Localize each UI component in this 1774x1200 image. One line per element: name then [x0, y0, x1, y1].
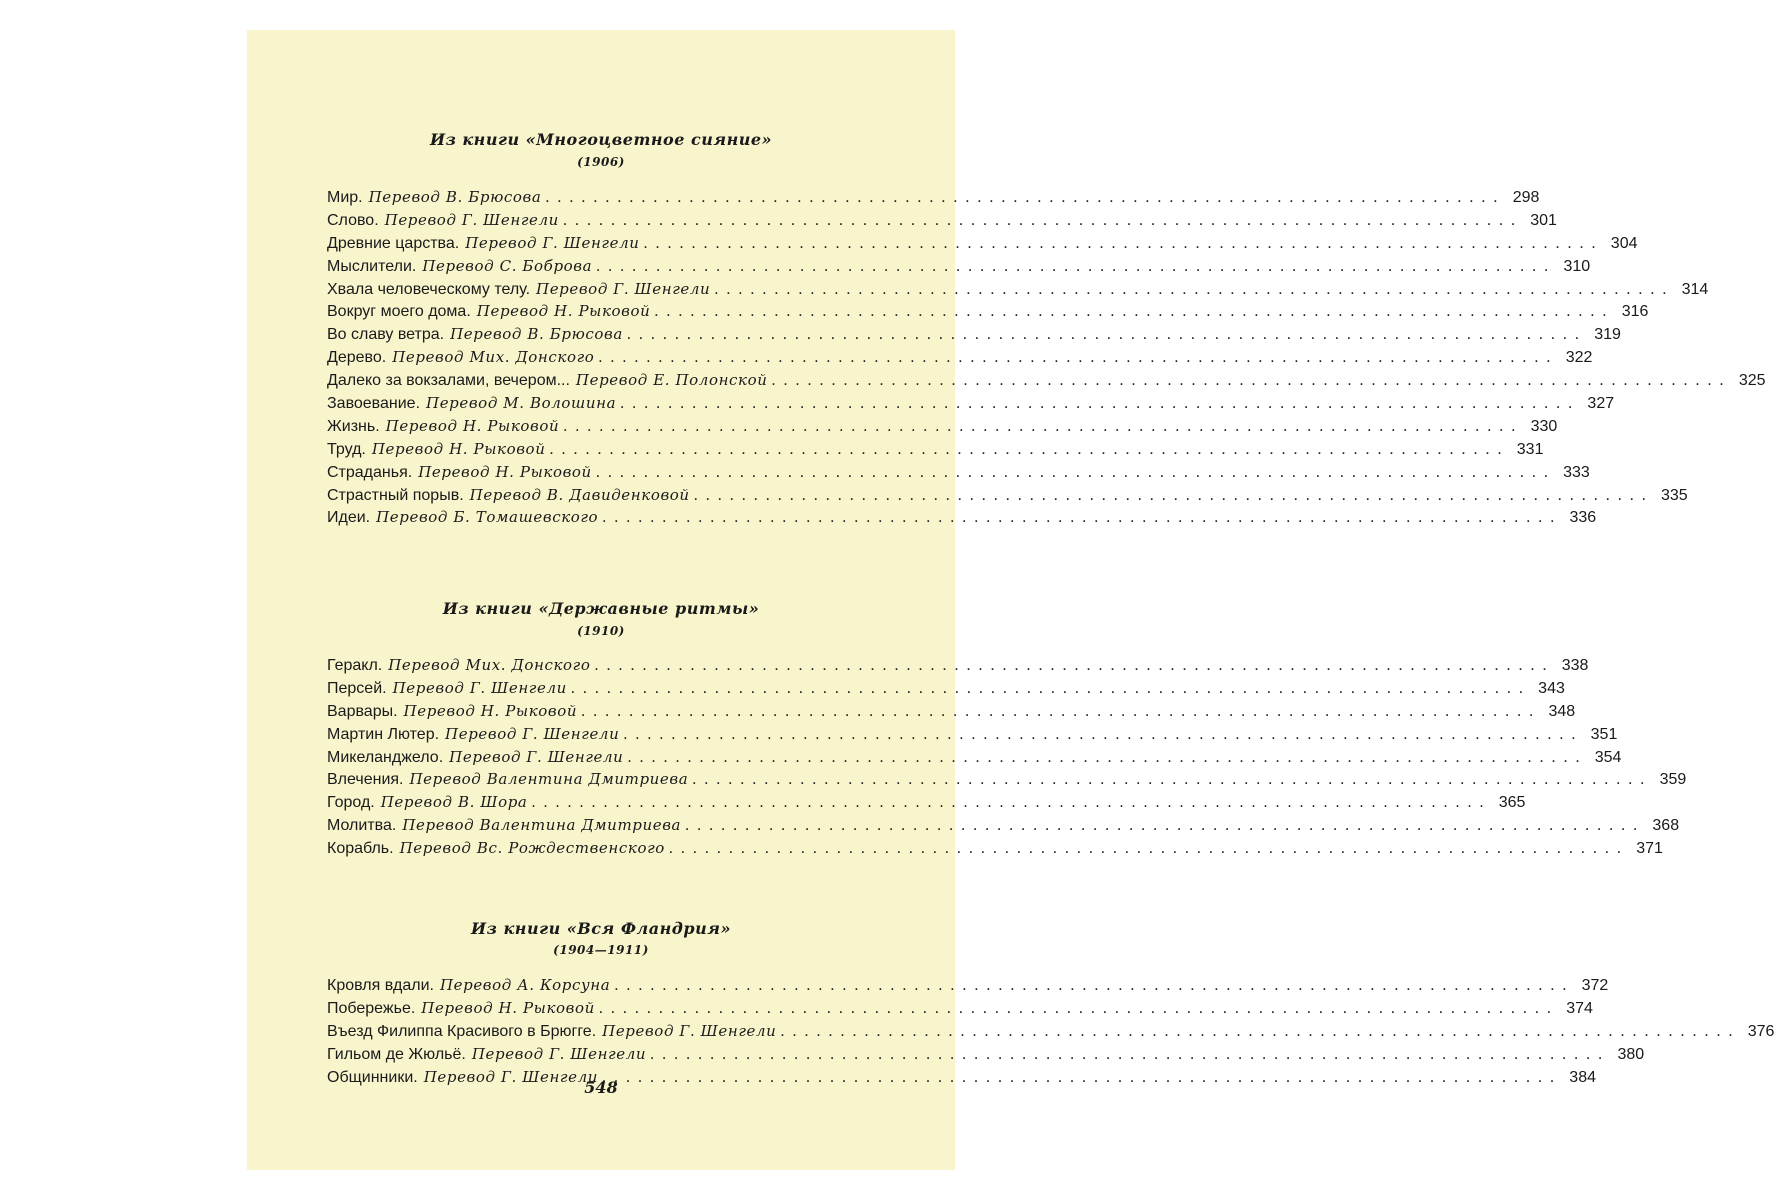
toc-entry-title: Кровля вдали.	[327, 977, 434, 994]
toc-entry-page: 335	[1660, 486, 1688, 504]
dot-leader: ................................................................................	[643, 234, 1604, 252]
toc-entry-translator: Перевод Н. Рыковой	[418, 462, 592, 481]
dot-leader: ................................................................................	[598, 349, 1559, 367]
toc-entry-page: 325	[1738, 372, 1766, 390]
toc-entry	[327, 1020, 1774, 1043]
toc-entry-title: Варвары.	[327, 702, 398, 720]
toc-entry	[327, 791, 1526, 814]
toc-entry-page: 310	[1563, 257, 1591, 275]
dot-leader: ................................................................................	[563, 417, 1524, 435]
dot-leader: ................................................................................	[570, 679, 1531, 697]
toc-entry	[327, 506, 1597, 529]
dot-leader: ................................................................................	[531, 794, 1492, 812]
toc-entry-title: Персей.	[327, 679, 387, 697]
toc-entry-translator: Перевод В. Шора	[380, 793, 528, 812]
toc-list	[327, 624, 1687, 860]
toc-entry-title: Город.	[327, 794, 375, 812]
dot-leader: ................................................................................	[623, 725, 1584, 743]
section-title: Из книги «Многоцветное сияние»	[429, 130, 773, 149]
toc-entry-translator: Перевод А. Корсуна	[439, 976, 611, 994]
toc-entry-translator: Перевод Г. Шенгели	[471, 1044, 647, 1063]
toc-entry-page: 319	[1594, 326, 1621, 344]
dot-leader: ................................................................................	[598, 999, 1559, 1017]
toc-entry-translator: Перевод В. Брюсова	[450, 325, 623, 344]
toc-entry-translator: Перевод Г. Шенгели	[392, 678, 567, 697]
toc-entry-translator: Перевод Валентина Дмитриева	[402, 816, 682, 835]
toc-entry-title: Идеи.	[327, 509, 371, 527]
toc-entry-translator: Перевод Г. Шенгели	[449, 747, 624, 766]
toc-entry-page: 298	[1512, 189, 1540, 206]
dot-leader: ................................................................................	[602, 1068, 1562, 1086]
toc-entry	[327, 1043, 1645, 1066]
toc-entry	[327, 278, 1709, 301]
toc-entry-page: 314	[1681, 280, 1709, 298]
toc-entry-page: 368	[1652, 817, 1680, 835]
toc-entry-translator: Перевод Н. Рыковой	[403, 701, 578, 720]
toc-entry-title: Страданья.	[327, 463, 413, 481]
toc-entry-title: Молитва.	[327, 817, 397, 835]
toc-entry-title: Гильом де Жюльё.	[327, 1045, 466, 1063]
toc-entry	[327, 700, 1576, 723]
toc-entry-translator: Перевод Н. Рыковой	[371, 439, 546, 458]
toc-entry-translator: Перевод Мих. Донского	[392, 348, 595, 367]
toc-entry	[327, 484, 1688, 507]
toc-entry	[327, 415, 1558, 438]
toc-entry-title: Корабль.	[327, 840, 394, 858]
toc-entry-translator: Перевод Г. Шенгели	[445, 724, 620, 743]
toc-entry-title: Мартин Лютер.	[327, 725, 440, 743]
toc-entry-page: 351	[1590, 725, 1618, 743]
toc-entry-page: 380	[1617, 1045, 1645, 1063]
toc-entry-translator: Перевод Вс. Рождественского	[399, 839, 665, 858]
toc-entry-page: 359	[1659, 771, 1687, 789]
toc-entry-page: 354	[1594, 748, 1622, 766]
toc-entry-translator: Перевод В. Давиденковой	[469, 485, 690, 504]
toc-entry	[327, 186, 1540, 209]
toc-entry	[327, 369, 1766, 392]
dot-leader: ................................................................................	[596, 257, 1557, 275]
toc-entry	[327, 392, 1615, 415]
toc-entry	[327, 723, 1618, 746]
toc-entry-title: Дерево.	[327, 349, 387, 367]
section-years: (1906)	[577, 155, 625, 169]
toc-entry-translator: Перевод Валентина Дмитриева	[409, 770, 689, 789]
toc-entry-title: Въезд Филиппа Красивого в Брюгге.	[327, 1022, 597, 1040]
toc-entry	[327, 438, 1544, 461]
toc-entry-translator: Перевод М. Волошина	[426, 394, 617, 413]
toc-entry	[327, 654, 1589, 677]
toc-entry-page: 301	[1530, 211, 1557, 229]
toc-entry-translator: Перевод Г. Шенгели	[465, 233, 640, 252]
toc-entry-translator: Перевод С. Боброва	[422, 256, 593, 275]
toc-entry-translator: Перевод Н. Рыковой	[385, 416, 560, 435]
toc-entry-title: Слово.	[327, 211, 379, 229]
toc-entry	[327, 837, 1663, 860]
toc-entry-title: Мыслители.	[327, 257, 417, 275]
toc-entry	[327, 209, 1557, 232]
toc-entry-title: Общинники.	[327, 1068, 418, 1086]
dot-leader: ................................................................................	[693, 486, 1654, 504]
dot-leader: ................................................................................	[627, 748, 1588, 766]
toc-entry-title: Древние царства.	[327, 234, 460, 252]
dot-leader: ................................................................................	[650, 1045, 1611, 1063]
toc-entry	[327, 323, 1621, 346]
toc-entry-title: Вокруг моего дома.	[327, 303, 471, 321]
dot-leader: ................................................................................	[545, 189, 1506, 206]
dot-leader: ................................................................................	[549, 440, 1510, 458]
toc-entry-title: Далеко за вокзалами, вечером...	[327, 372, 570, 390]
dot-leader: ................................................................................	[780, 1022, 1741, 1040]
toc-entry-title: Микеланджело.	[327, 748, 444, 766]
dot-leader: ................................................................................	[562, 211, 1523, 229]
toc-list	[327, 156, 1766, 529]
section-years: (1910)	[577, 624, 625, 638]
dot-leader: ................................................................................	[614, 977, 1575, 994]
toc-entry-page: 316	[1621, 303, 1649, 321]
toc-entry-title: Во славу ветра.	[327, 326, 445, 344]
toc-entry-page: 372	[1581, 977, 1609, 994]
toc-entry-page: 348	[1548, 702, 1576, 720]
book-page	[247, 30, 1774, 1170]
toc-entry-page: 333	[1563, 463, 1590, 481]
toc-entry-title: Побережье.	[327, 999, 416, 1017]
toc-entry	[327, 677, 1565, 700]
toc-entry	[327, 997, 1593, 1020]
dot-leader: ................................................................................	[692, 771, 1653, 789]
toc-entry-page: 304	[1610, 234, 1638, 252]
section-title: Из книги «Державные ритмы»	[442, 599, 760, 618]
toc-entry-title: Геракл.	[327, 657, 383, 674]
toc-entry	[327, 300, 1649, 323]
dot-leader: ................................................................................	[685, 817, 1646, 835]
toc-entry-translator: Перевод Б. Томашевского	[376, 508, 599, 527]
toc-entry	[327, 255, 1591, 278]
toc-entry-page: 374	[1566, 999, 1593, 1017]
toc-entry	[327, 461, 1590, 484]
toc-entry-title: Страстный порыв.	[327, 486, 464, 504]
section-years: (1904—1911)	[553, 943, 649, 957]
dot-leader: ................................................................................	[626, 326, 1587, 344]
toc-entry-translator: Перевод Г. Шенгели	[536, 279, 711, 298]
toc-entry	[327, 814, 1680, 837]
toc-entry-page: 338	[1561, 657, 1589, 674]
toc-entry-page: 376	[1747, 1022, 1774, 1040]
toc-entry-translator: Перевод Н. Рыковой	[476, 302, 651, 321]
dot-leader: ................................................................................	[602, 509, 1563, 527]
dot-leader: ................................................................................	[595, 463, 1556, 481]
toc-entry-page: 365	[1498, 794, 1526, 812]
page-number: 548	[584, 1078, 618, 1097]
toc-entry-translator: Перевод В. Брюсова	[368, 188, 542, 206]
toc-entry-title: Мир.	[327, 189, 363, 206]
toc-entry-translator: Перевод Г. Шенгели	[423, 1067, 598, 1086]
toc-entry-translator: Перевод Н. Рыковой	[421, 998, 595, 1017]
toc-entry	[327, 974, 1609, 997]
toc-entry-title: Труд.	[327, 440, 366, 458]
toc-entry-page: 371	[1636, 840, 1663, 858]
toc-entry	[327, 232, 1638, 255]
dot-leader: ................................................................................	[581, 702, 1542, 720]
toc-entry-page: 327	[1587, 395, 1615, 413]
dot-leader: ................................................................................	[714, 280, 1675, 298]
toc-entry-title: Хвала человеческому телу.	[327, 280, 531, 298]
toc-entry	[327, 346, 1593, 369]
dot-leader: ................................................................................	[620, 395, 1581, 413]
toc-entry	[327, 768, 1687, 791]
toc-entry-page: 322	[1565, 349, 1593, 367]
toc-entry-title: Влечения.	[327, 771, 404, 789]
toc-entry-title: Жизнь.	[327, 417, 380, 435]
toc-entry-page: 384	[1569, 1068, 1596, 1086]
toc-entry-translator: Перевод Мих. Донского	[388, 656, 591, 674]
toc-entry-page: 330	[1530, 417, 1558, 435]
dot-leader: ................................................................................	[654, 303, 1615, 321]
toc-entry-translator: Перевод Е. Полонской	[575, 371, 768, 390]
toc-entry	[327, 746, 1622, 769]
section-title: Из книги «Вся Фландрия»	[471, 919, 731, 938]
toc-entry-title: Завоевание.	[327, 395, 421, 413]
dot-leader: ................................................................................	[668, 840, 1629, 858]
dot-leader: ................................................................................	[594, 657, 1555, 674]
toc-entry-translator: Перевод Г. Шенгели	[384, 210, 559, 229]
toc-entry-translator: Перевод Г. Шенгели	[602, 1021, 777, 1040]
toc-entry-page: 331	[1516, 440, 1544, 458]
toc-entry-page: 336	[1569, 509, 1597, 527]
dot-leader: ................................................................................	[771, 372, 1732, 390]
toc-list	[327, 944, 1774, 1088]
toc-entry-page: 343	[1538, 679, 1565, 697]
